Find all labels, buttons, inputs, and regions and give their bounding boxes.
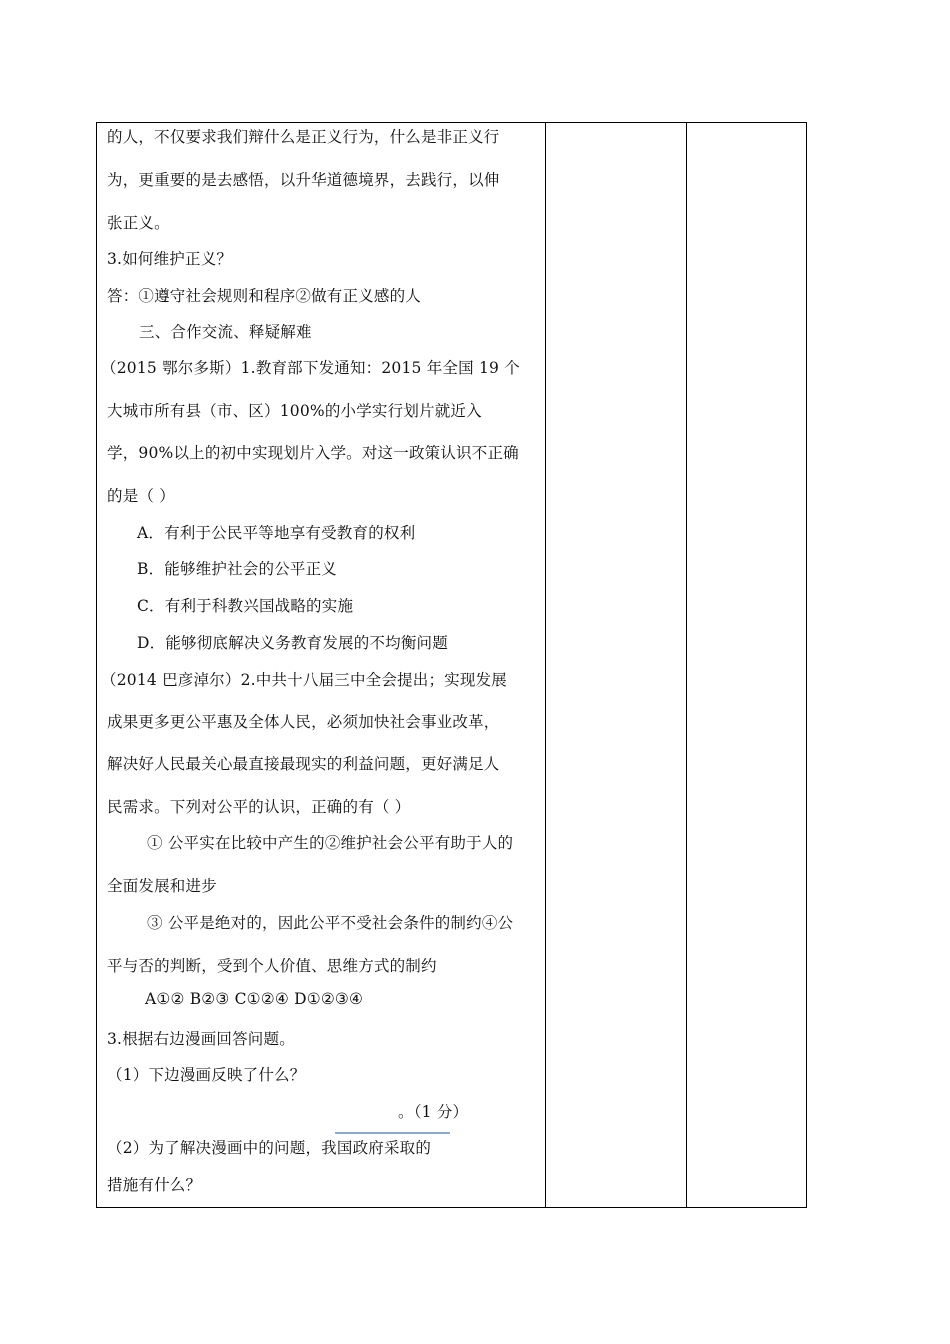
text-line: ③ 公平是绝对的，因此公平不受社会条件的制约④公 bbox=[147, 914, 514, 932]
text-line: （2015 鄂尔多斯）1.教育部下发通知：2015 年全国 19 个 bbox=[101, 359, 520, 377]
sub-question: （1）下边漫画反映了什么？ bbox=[107, 1066, 306, 1084]
text-line: 成果更多更公平惠及全体人民，必须加快社会事业改革， bbox=[107, 713, 500, 731]
text-line: 为，更重要的是去感悟，以升华道德境界，去践行，以伸 bbox=[107, 171, 500, 189]
option-a: A．有利于公民平等地享有受教育的权利 bbox=[137, 524, 416, 542]
text-line: 全面发展和进步 bbox=[107, 877, 217, 895]
answer-blank-line bbox=[335, 1132, 450, 1134]
option-b: B．能够维护社会的公平正义 bbox=[137, 560, 337, 578]
text-line: 解决好人民最关心最直接最现实的利益问题，更好满足人 bbox=[107, 755, 500, 773]
text-line: ① 公平实在比较中产生的②维护社会公平有助于人的 bbox=[147, 834, 514, 852]
text-line: 张正义。 bbox=[107, 214, 170, 232]
content-table bbox=[96, 122, 807, 1208]
empty-cell-middle bbox=[546, 123, 686, 1207]
text-line: 的人，不仅要求我们辩什么是正义行为，什么是非正义行 bbox=[107, 128, 500, 146]
answer-choices: A①② B②③ C①②④ D①②③④ bbox=[145, 990, 364, 1008]
question-heading: 3.如何维护正义？ bbox=[107, 250, 233, 268]
score-note: 。（1 分） bbox=[398, 1103, 469, 1121]
text-line: 民需求。下列对公平的认识，正确的有（ ） bbox=[107, 798, 411, 816]
text-line: 的是（ ） bbox=[107, 487, 175, 505]
empty-cell-right bbox=[687, 123, 806, 1207]
section-heading: 三、合作交流、释疑解难 bbox=[139, 323, 312, 341]
option-d: D．能够彻底解决义务教育发展的不均衡问题 bbox=[137, 634, 448, 652]
text-line: 平与否的判断，受到个人价值、思维方式的制约 bbox=[107, 957, 437, 975]
question-heading: 3.根据右边漫画回答问题。 bbox=[107, 1030, 295, 1048]
option-c: C．有利于科教兴国战略的实施 bbox=[137, 597, 354, 615]
text-line: （2014 巴彦淖尔）2.中共十八届三中全会提出；实现发展 bbox=[101, 671, 507, 689]
text-line: 学，90%以上的初中实现划片入学。对这一政策认识不正确 bbox=[107, 444, 519, 462]
text-line: 措施有什么？ bbox=[107, 1176, 202, 1194]
content-cell bbox=[97, 123, 545, 1207]
answer-line: 答：①遵守社会规则和程序②做有正义感的人 bbox=[107, 287, 422, 305]
sub-question: （2）为了解决漫画中的问题，我国政府采取的 bbox=[107, 1139, 432, 1157]
text-line: 大城市所有县（市、区）100%的小学实行划片就近入 bbox=[107, 402, 482, 420]
